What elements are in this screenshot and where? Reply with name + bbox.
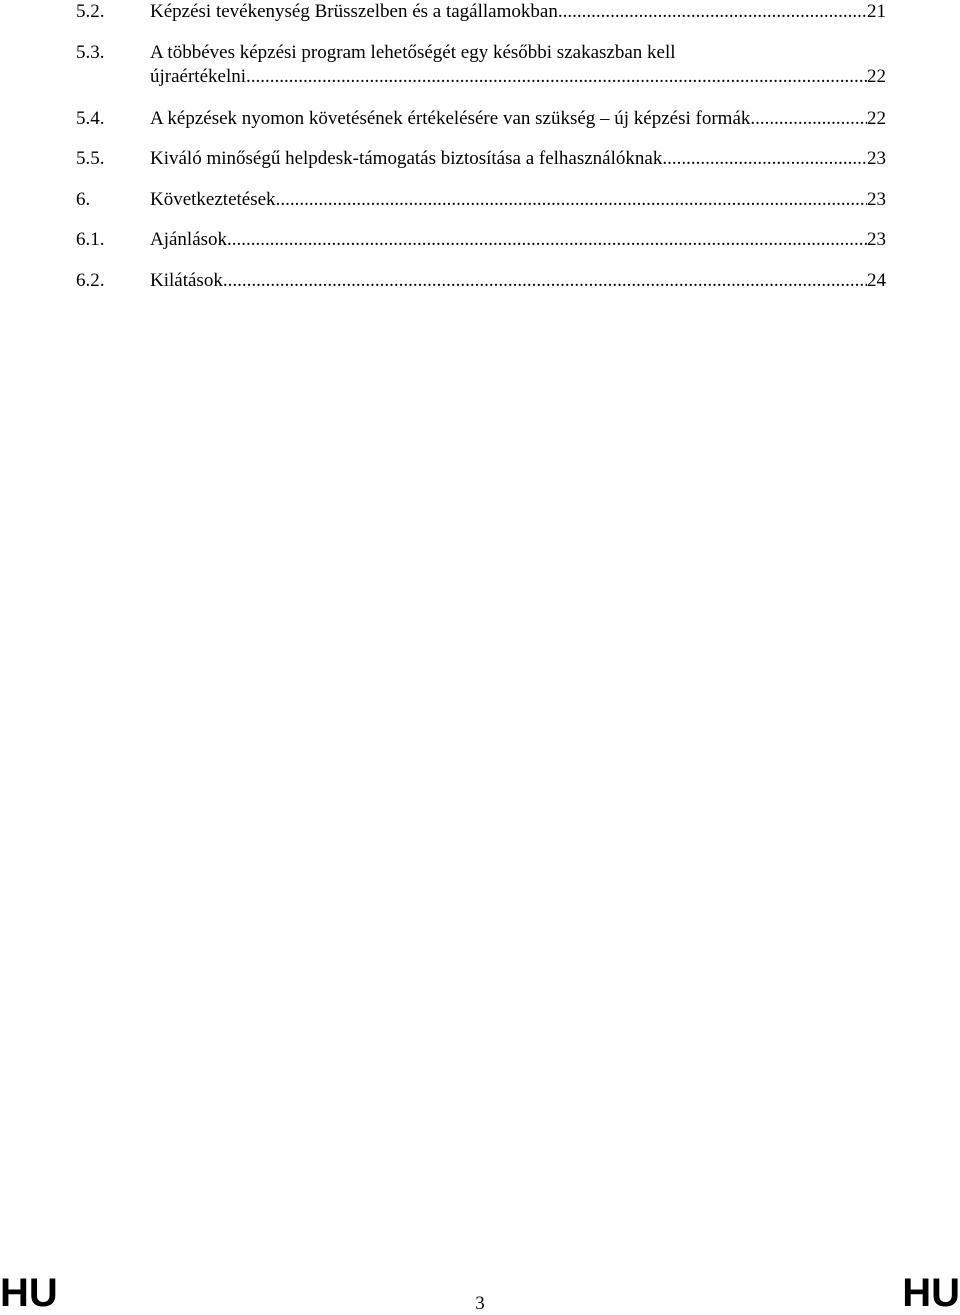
toc-entry-line	[150, 1, 886, 23]
page-number: 3	[475, 1293, 485, 1314]
toc-entry-line	[150, 189, 886, 211]
toc-entry-title: A képzések nyomon követésének értékelésére van szükség – új képzési formák	[150, 108, 751, 129]
language-code-left: HU	[0, 1271, 58, 1315]
toc-leader-dots	[662, 148, 867, 170]
toc-entry-page: 22	[867, 66, 886, 87]
toc-entry-number: 5.5.	[76, 148, 105, 169]
toc-entry-title: Képzési tevékenység Brüsszelben és a tagállamokban	[150, 1, 558, 22]
toc-entry-page: 23	[867, 148, 886, 169]
toc-entry-number: 6.	[76, 189, 91, 210]
toc-entry-number: 5.3.	[76, 42, 105, 63]
toc-leader-dots	[750, 108, 867, 130]
toc-leader-dots	[558, 1, 867, 23]
toc-entry-title-line1: A többéves képzési program lehetőségét egy későbbi szakaszban kell	[150, 42, 676, 63]
toc-entry-page: 22	[867, 108, 886, 129]
toc-entry-title: Következtetések	[150, 189, 276, 210]
toc-entry-page: 24	[867, 270, 886, 291]
toc-entry-line	[150, 229, 886, 251]
toc-entry-page: 23	[867, 189, 886, 210]
toc-leader-dots	[246, 66, 867, 88]
toc-entry-title: Ajánlások	[150, 229, 228, 250]
toc-entry-page: 23	[867, 229, 886, 250]
language-code-right: HU	[902, 1271, 960, 1315]
toc-entry-line	[150, 108, 886, 130]
toc-leader-dots	[227, 229, 867, 251]
toc-entry-title: Kiváló minőségű helpdesk-támogatás biztosítása a felhasználóknak	[150, 148, 663, 169]
toc-entry-number: 6.1.	[76, 229, 105, 250]
toc-entry-page: 21	[867, 1, 886, 22]
toc-entry-line	[150, 66, 886, 88]
toc-leader-dots	[223, 270, 867, 292]
toc-entry-number: 5.2.	[76, 1, 105, 22]
toc-leader-dots	[276, 189, 867, 211]
toc-entry-line	[150, 270, 886, 292]
toc-entry-number: 6.2.	[76, 270, 105, 291]
toc-entry-number: 5.4.	[76, 108, 105, 129]
toc-entry-title: újraértékelni	[150, 66, 247, 87]
toc-entry-title: Kilátások	[150, 270, 223, 291]
toc-entry-line	[150, 148, 886, 170]
